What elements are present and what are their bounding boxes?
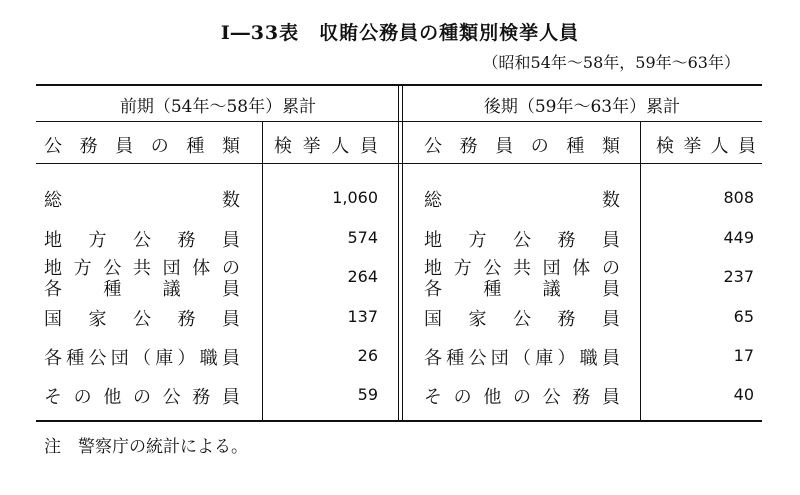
label-char: の: [601, 258, 620, 279]
label-char: 員: [602, 230, 620, 251]
label-char: 地: [44, 258, 62, 279]
label-char: 務: [192, 387, 211, 408]
label-char: 団: [542, 258, 561, 279]
label-char: 類: [221, 136, 240, 157]
center-divider-a: [398, 85, 399, 420]
label-char: 人: [331, 136, 350, 157]
label-char: そ: [424, 387, 442, 408]
value-local-early: 574: [347, 228, 378, 247]
label-char: 人: [710, 136, 729, 157]
label-char: 種: [186, 136, 205, 157]
row-label-national-late: [424, 305, 620, 331]
label-char: 数: [222, 190, 240, 211]
label-char: （: [133, 348, 151, 369]
label-char: 数: [602, 190, 620, 211]
label-char: 公: [468, 348, 487, 369]
label-char: 方: [88, 230, 107, 251]
label-char: 公: [542, 387, 561, 408]
label-char: の: [221, 258, 240, 279]
label-char: 員: [601, 387, 620, 408]
label-char: 務: [177, 309, 196, 330]
label-char: 共: [132, 258, 151, 279]
value-national-late: 65: [733, 307, 754, 326]
label-char: の: [530, 136, 549, 157]
label-char: 員: [115, 136, 134, 157]
col-header-count-early: [274, 132, 378, 158]
label-char: 共: [512, 258, 531, 279]
value-national-early: 137: [347, 307, 378, 326]
group-header-rule: [36, 121, 762, 122]
value-total-early: 1,060: [332, 188, 378, 207]
label-char: 地: [44, 230, 62, 251]
label-char: 方: [468, 230, 487, 251]
label-char: 員: [359, 136, 378, 157]
value-council-late: 237: [723, 267, 754, 286]
label-char: ）: [557, 348, 576, 369]
row-label-corp-late: [424, 344, 620, 370]
label-char: 挙: [302, 136, 321, 157]
label-char: 団: [110, 348, 129, 369]
label-char: 種: [446, 348, 465, 369]
label-char: 員: [222, 309, 240, 330]
label-char: 員: [495, 136, 514, 157]
label-char: 家: [468, 309, 487, 330]
label-char: の: [150, 136, 169, 157]
label-char: 各: [424, 279, 442, 300]
label-char: 公: [513, 309, 531, 330]
value-local-late: 449: [723, 228, 754, 247]
label-char: 種: [566, 136, 585, 157]
group-header-early: 前期（54年～58年）累計: [119, 97, 317, 117]
value-total-late: 808: [723, 188, 754, 207]
label-char: 職: [199, 348, 218, 369]
label-char: 地: [424, 258, 442, 279]
label-char: 種: [483, 279, 502, 300]
label-char: 公: [513, 230, 531, 251]
label-char: 他: [103, 387, 122, 408]
label-char: 検: [274, 136, 292, 157]
label-char: そ: [44, 387, 62, 408]
label-char: 公: [483, 258, 502, 279]
row-label-council-line2-early: [44, 275, 240, 301]
label-char: 団: [162, 258, 181, 279]
row-label-local-late: [424, 226, 620, 252]
label-char: 務: [459, 136, 478, 157]
label-char: 員: [737, 136, 756, 157]
label-char: 団: [490, 348, 509, 369]
label-char: 議: [542, 279, 561, 300]
col-header-count-late: [656, 132, 756, 158]
col-header-type-late: [424, 132, 620, 158]
label-char: 体: [192, 258, 211, 279]
center-divider-b: [402, 85, 403, 420]
right-divider: [640, 122, 641, 420]
label-char: 員: [222, 348, 240, 369]
label-char: 公: [424, 136, 442, 157]
label-char: 公: [133, 230, 151, 251]
table-title: Ⅰ―33表 収賄公務員の種類別検挙人員: [220, 22, 580, 44]
label-char: 員: [221, 387, 240, 408]
row-label-council-line2-late: [424, 275, 620, 301]
label-char: 公: [44, 136, 62, 157]
label-char: 家: [88, 309, 107, 330]
label-char: 検: [656, 136, 674, 157]
row-label-local-early: [44, 226, 240, 252]
row-label-other-late: [424, 383, 620, 409]
value-corp-early: 26: [357, 346, 378, 365]
label-char: 員: [601, 279, 620, 300]
label-char: 類: [601, 136, 620, 157]
col-header-type-early: [44, 132, 240, 158]
label-char: 員: [602, 348, 620, 369]
row-label-corp-early: [44, 344, 240, 370]
label-char: 員: [221, 279, 240, 300]
label-char: の: [453, 387, 472, 408]
label-char: 種: [103, 279, 122, 300]
label-char: 職: [579, 348, 598, 369]
label-char: 員: [222, 230, 240, 251]
row-label-national-early: [44, 305, 240, 331]
row-label-total-late: [424, 186, 620, 212]
label-char: の: [512, 387, 531, 408]
row-label-other-early: [44, 383, 240, 409]
label-char: 国: [44, 309, 62, 330]
label-char: 国: [424, 309, 442, 330]
label-char: 務: [557, 230, 576, 251]
label-char: ）: [177, 348, 196, 369]
label-char: 体: [572, 258, 591, 279]
label-char: 公: [103, 258, 122, 279]
table-subtitle: （昭和54年～58年，59年～63年）: [482, 53, 740, 72]
label-char: の: [132, 387, 151, 408]
label-char: 総: [424, 190, 442, 211]
label-char: 方: [453, 258, 472, 279]
label-char: 地: [424, 230, 442, 251]
footnote: 注 警察庁の統計による。: [44, 437, 248, 457]
label-char: の: [73, 387, 92, 408]
label-char: 務: [177, 230, 196, 251]
column-header-rule: [36, 163, 762, 164]
label-char: 議: [162, 279, 181, 300]
value-other-late: 40: [733, 385, 754, 404]
value-corp-late: 17: [733, 346, 754, 365]
label-char: 各: [44, 348, 62, 369]
label-char: 各: [424, 348, 442, 369]
group-header-late: 後期（59年～63年）累計: [483, 97, 681, 117]
label-char: 員: [602, 309, 620, 330]
label-char: 方: [73, 258, 92, 279]
bottom-rule: [36, 420, 762, 422]
label-char: 公: [88, 348, 107, 369]
label-char: 挙: [683, 136, 702, 157]
value-council-early: 264: [347, 267, 378, 286]
label-char: 務: [572, 387, 591, 408]
label-char: 総: [44, 190, 62, 211]
label-char: 務: [557, 309, 576, 330]
label-char: 庫: [155, 348, 174, 369]
label-char: 公: [162, 387, 181, 408]
label-char: 務: [79, 136, 98, 157]
label-char: 種: [66, 348, 85, 369]
label-char: 庫: [535, 348, 554, 369]
label-char: 公: [133, 309, 151, 330]
label-char: 各: [44, 279, 62, 300]
label-char: 他: [483, 387, 502, 408]
value-other-early: 59: [357, 385, 378, 404]
label-char: （: [513, 348, 531, 369]
left-divider: [262, 122, 263, 420]
row-label-total-early: [44, 186, 240, 212]
top-rule: [36, 84, 762, 86]
